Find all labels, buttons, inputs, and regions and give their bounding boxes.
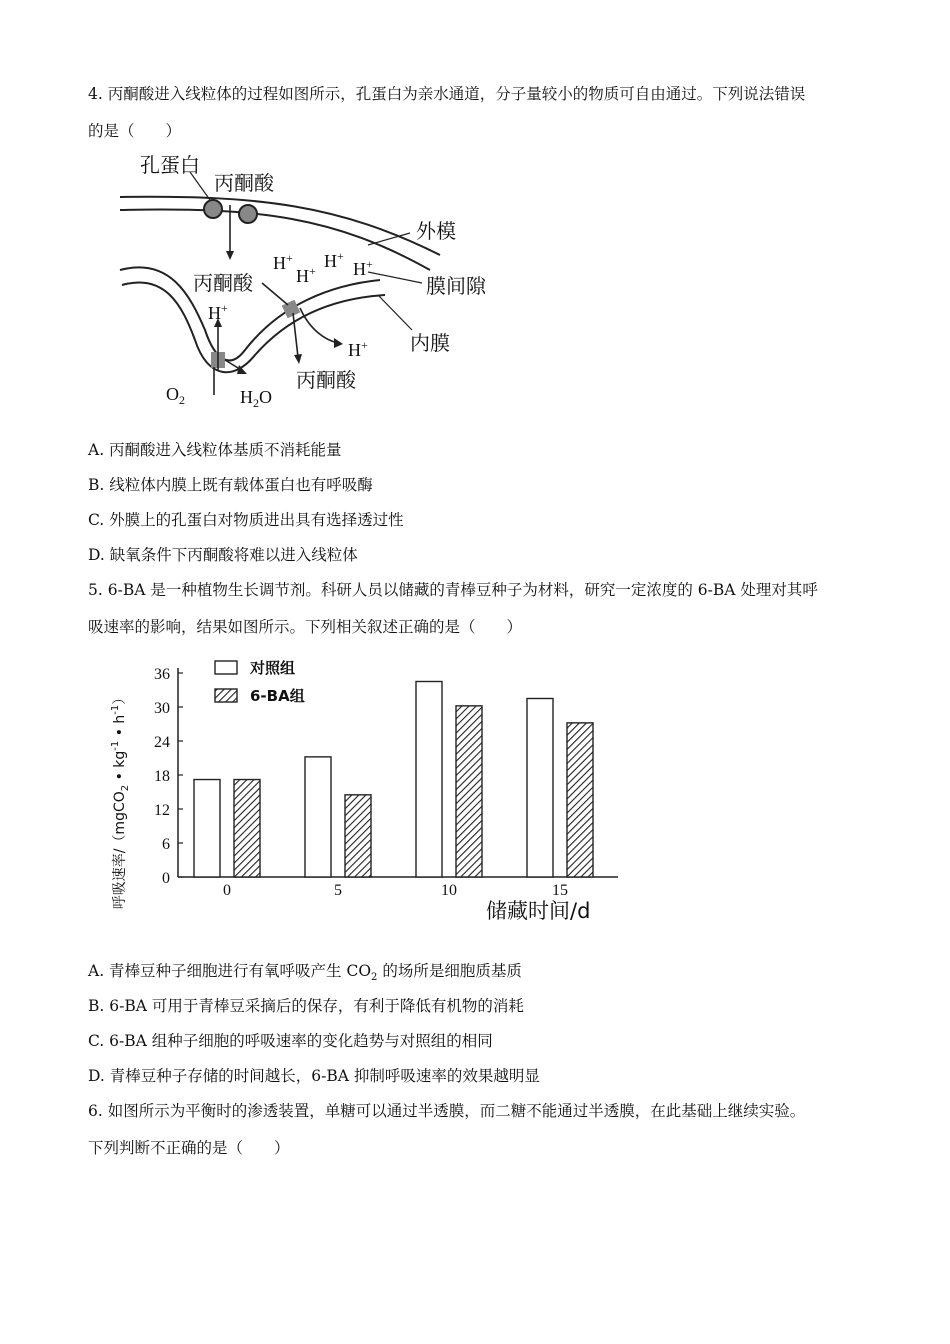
inner-membrane-label: 内膜: [410, 331, 450, 355]
q4-stem-line1: 4. 丙酮酸进入线粒体的过程如图所示，孔蛋白为亲水通道，分子量较小的物质可自由通过。下列说法错误: [88, 85, 806, 103]
bar-control: [527, 699, 553, 878]
bar-control: [194, 780, 220, 877]
q4-option-d: D. 缺氧条件下丙酮酸将难以进入线粒体: [88, 546, 358, 564]
q4-option-c: C. 外膜上的孔蛋白对物质进出具有选择透过性: [88, 511, 404, 529]
h-plus-label: H+: [273, 251, 293, 273]
x-tick-label: 0: [223, 882, 231, 899]
inner-membrane-lower: [122, 282, 385, 372]
outer-membrane-upper: [120, 197, 440, 255]
q5-option-a: A. 青棒豆种子细胞进行有氧呼吸产生 $CO_2$ 的场所是细胞质基质: [88, 962, 522, 984]
y-axis-label: 呼吸速率/（mgCO$_2$ • $kg^{-1}$ • $h^{-1}$）: [110, 690, 131, 910]
h-plus-label: H+: [208, 301, 228, 323]
q4-option-b: B. 线粒体内膜上既有载体蛋白也有呼吸酶: [88, 476, 373, 494]
y-tick-label: 24: [154, 734, 170, 751]
h-plus-label: H+: [348, 338, 368, 360]
bar-6ba: [234, 780, 260, 877]
y-tick-label: 12: [154, 802, 170, 819]
legend-swatch-control: [215, 661, 237, 674]
x-axis-label: 储藏时间/d: [486, 899, 591, 923]
outer-membrane-label: 外模: [416, 219, 456, 243]
legend-swatch-6ba: [215, 689, 237, 702]
bar-6ba: [567, 723, 593, 877]
pyruvate-label-bottom: 丙酮酸: [296, 368, 356, 392]
q4-stem-line2: 的是（ ）: [88, 122, 182, 140]
q5-stem-line2: 吸速率的影响，结果如图所示。下列相关叙述正确的是（ ）: [88, 618, 523, 636]
mitochondria-diagram: [110, 145, 510, 420]
h-plus-release-arrow: [300, 308, 338, 343]
h2o-label: $H_2O$: [240, 387, 272, 410]
q6-stem-line2: 下列判断不正确的是（ ）: [88, 1139, 290, 1157]
o2-label: $O_2$: [166, 384, 185, 407]
legend-label-control: 对照组: [250, 659, 296, 677]
y-tick-label: 18: [154, 768, 170, 785]
y-tick-label: 36: [154, 666, 170, 683]
pyruvate-label-top: 丙酮酸: [214, 171, 274, 195]
x-tick-label: 5: [334, 882, 342, 899]
q4-option-a: A. 丙酮酸进入线粒体基质不消耗能量: [88, 441, 342, 459]
h-plus-label: H+: [353, 257, 373, 279]
porin-protein-left: [204, 200, 222, 218]
porin-protein-right: [239, 205, 257, 223]
bar-6ba: [456, 706, 482, 877]
respiration-rate-bar-chart: [100, 650, 630, 930]
q5-stem-line1: 5. 6-BA 是一种植物生长调节剂。科研人员以储藏的青棒豆种子为材料，研究一定浓度的 6-BA 处理对其呼: [88, 581, 818, 599]
y-tick-label: 6: [162, 836, 170, 853]
porin-label: 孔蛋白: [140, 153, 200, 177]
legend-label-6ba: 6-BA组: [250, 687, 305, 705]
q5-option-b: B. 6-BA 可用于青棒豆采摘后的保存，有利于降低有机物的消耗: [88, 997, 524, 1015]
q5-option-c: C. 6-BA 组种子细胞的呼吸速率的变化趋势与对照组的相同: [88, 1032, 493, 1050]
h-plus-label: H+: [324, 249, 344, 271]
x-tick-label: 15: [552, 882, 568, 899]
bar-6ba: [345, 795, 371, 877]
bar-control: [305, 757, 331, 877]
h-plus-label: H+: [296, 264, 316, 286]
y-tick-label: 0: [162, 870, 170, 887]
q5-option-d: D. 青棒豆种子存储的时间越长，6-BA 抑制呼吸速率的效果越明显: [88, 1067, 540, 1085]
q6-stem-line1: 6. 如图所示为平衡时的渗透装置，单糖可以通过半透膜，而二糖不能通过半透膜，在此基础上继续实验。: [88, 1102, 806, 1120]
y-tick-label: 30: [154, 700, 170, 717]
pyruvate-label-middle: 丙酮酸: [193, 271, 253, 295]
bar-control: [416, 682, 442, 878]
intermembrane-space-label: 膜间隙: [426, 274, 486, 298]
x-tick-label: 10: [441, 882, 457, 899]
pyruvate-in-line: [262, 283, 288, 305]
